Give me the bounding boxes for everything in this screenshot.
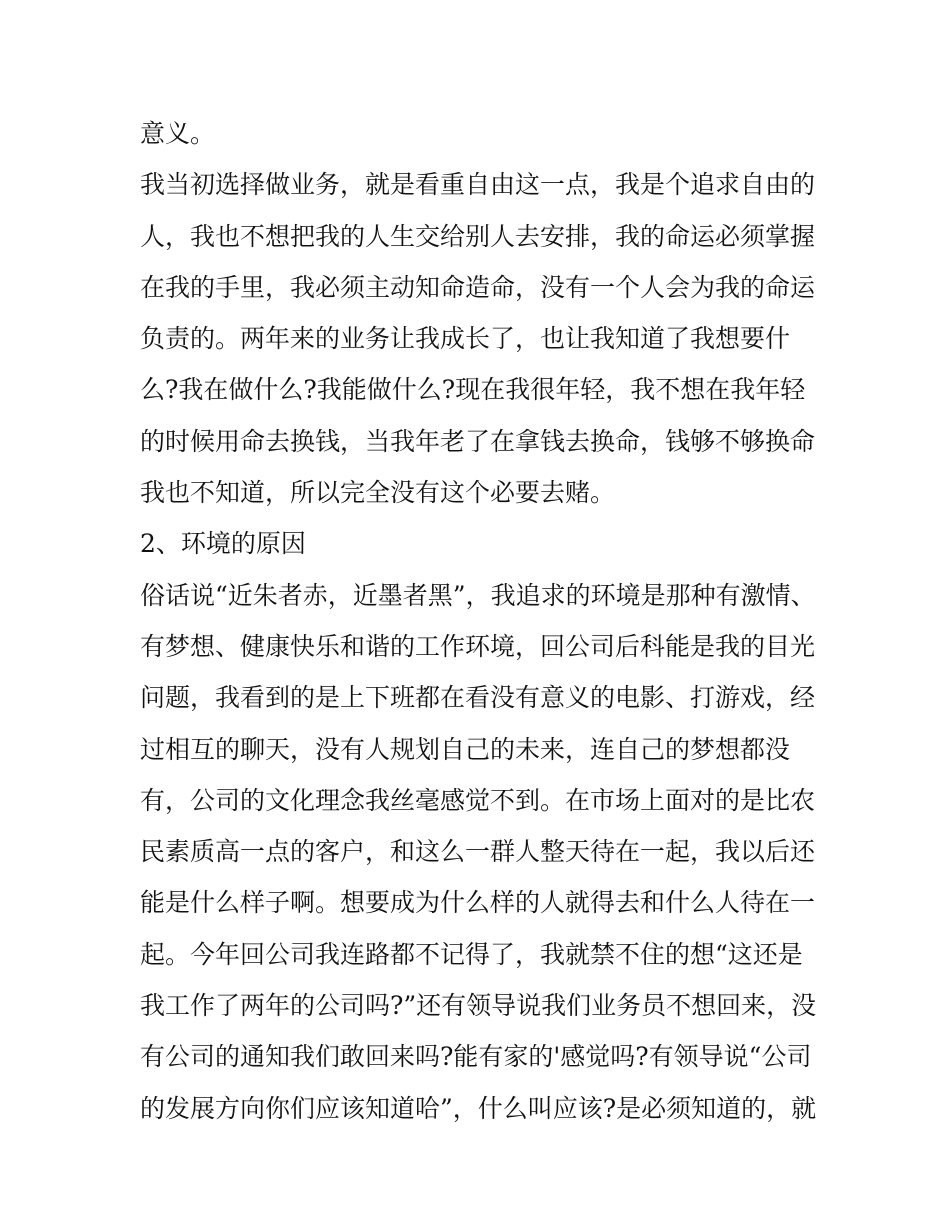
text-line: 在我的手里，我必须主动知命造命，没有一个人会为我的命运	[140, 272, 816, 302]
text-line: 能是什么样子啊。想要成为什么样的人就得去和什么人待在一	[140, 888, 816, 918]
text-line: 俗话说“近朱者赤，近墨者黑”，我追求的环境是那种有激情、	[140, 580, 816, 610]
text-line: 我当初选择做业务，就是看重自由这一点，我是个追求自由的	[140, 170, 816, 200]
text-line: 我也不知道，所以完全没有这个必要去赌。	[140, 478, 616, 508]
text-line: 的时候用命去换钱，当我年老了在拿钱去换命，钱够不够换命	[140, 426, 816, 456]
body-text	[140, 108, 820, 1134]
text-line: 人，我也不想把我的人生交给别人去安排，我的命运必须掌握	[140, 221, 816, 251]
text-line: 问题，我看到的是上下班都在看没有意义的电影、打游戏，经	[140, 683, 816, 713]
text-line: 的发展方向你们应该知道哈”，什么叫应该?是必须知道的，就	[140, 1093, 817, 1123]
text-line: 么?我在做什么?我能做什么?现在我很年轻，我不想在我年轻	[140, 375, 806, 405]
text-line: 起。今年回公司我连路都不记得了，我就禁不住的想“这还是	[140, 939, 803, 969]
text-line: 负责的。两年来的业务让我成长了，也让我知道了我想要什	[140, 324, 791, 354]
text-line: 意义。	[140, 119, 216, 148]
text-line: 过相互的聊天，没有人规划自己的未来，连自己的梦想都没	[140, 734, 791, 764]
text-line: 有公司的通知我们敢回来吗?能有家的'感觉吗?有领导说“公司	[140, 1042, 812, 1072]
text-line: 民素质高一点的客户，和这么一群人整天待在一起，我以后还	[140, 837, 816, 867]
section-heading: 2、环境的原因	[140, 529, 306, 559]
text-line: 有梦想、健康快乐和谐的工作环境，回公司后科能是我的目光	[140, 631, 816, 661]
text-line: 有，公司的文化理念我丝毫感觉不到。在市场上面对的是比农	[140, 785, 816, 815]
text-line: 我工作了两年的公司吗?”还有领导说我们业务员不想回来，没	[140, 991, 817, 1021]
